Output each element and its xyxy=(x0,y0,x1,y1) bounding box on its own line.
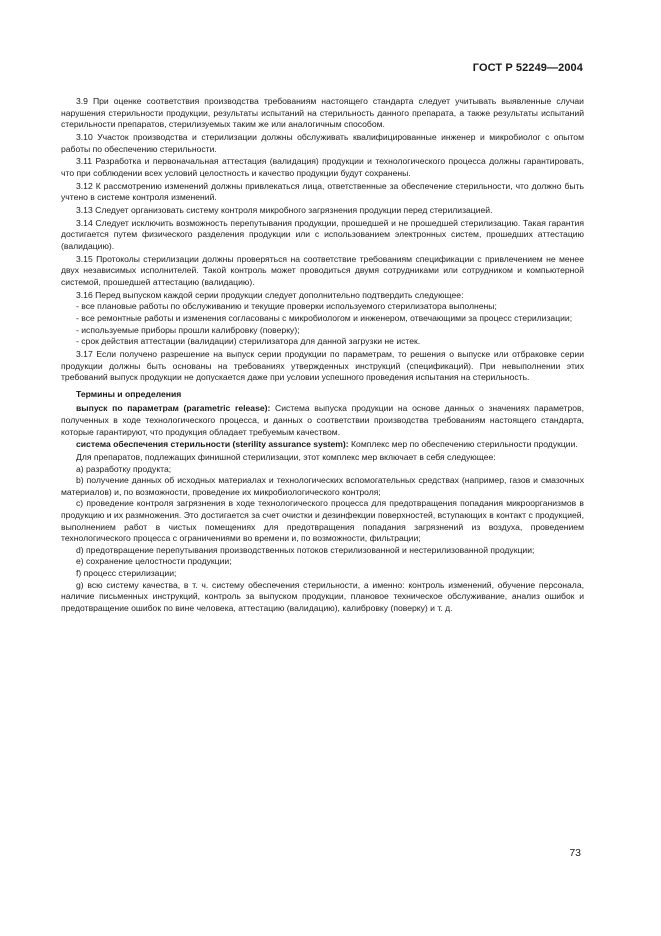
term-definition: Комплекс мер по обеспечению стерильности продукции. xyxy=(348,439,578,450)
clause-3-9: 3.9 При оценке соответствия производства требованиям настоящего стандарта следует учитывать выявленные случаи нарушения стерильности продукции, результаты испытаний на стерильность данного препарата, а также результаты испытаний стерильности препаратов, стерилизуемых таким же или аналогичным способом. xyxy=(61,96,584,130)
terms-list-item: d) предотвращение перепутывания производственных потоков стерилизованной и нестерилизованной продукции; xyxy=(76,544,535,555)
clause-3-15: 3.15 Протоколы стерилизации должны проверяться на соответствие требованиям спецификации с привлечением не менее двух независимых исполнителей. Такой контроль может проводиться двумя сотрудниками или сотрудником и компьютерной системой, прошедшей аттестацию (валидацию). xyxy=(61,253,584,288)
clause-3-16-item: - используемые приборы прошли калибровку (поверку); xyxy=(76,324,300,335)
terms-list-item: a) разработку продукта; xyxy=(76,463,172,474)
clause-3-12: 3.12 К рассмотрению изменений должны привлекаться лица, ответственные за обеспечение стерильности, что должно быть учтено в системе контроля изменений. xyxy=(61,180,584,203)
clause-3-14: 3.14 Следует исключить возможность перепутывания продукции, прошедшей и не прошедшей стерилизацию. Такая гарантия достигается путем физического разделения продукции или с использованием электронных систем, прошедших аттестацию (валидацию). xyxy=(61,217,584,252)
terms-list-item: b) получение данных об исходных материалах и технологических вспомогательных средствах (например, газов и смазочных материалов) и, по возможности, проведение их микробиологического контроля; xyxy=(61,475,584,497)
term-name: выпуск по параметрам (parametric release): xyxy=(76,403,271,414)
clause-3-16: 3.16 Перед выпуском каждой серии продукции следует дополнительно подтвердить следующее: xyxy=(76,289,464,300)
terms-list-item: e) сохранение целостности продукции; xyxy=(76,556,232,567)
clause-3-16-item: - срок действия аттестации (валидации) стерилизатора для данной загрузки не истек. xyxy=(76,336,421,347)
clause-3-16-item: - все ремонтные работы и изменения согласованы с микробиологом и инженером, отвечающими за процесс стерилизации; xyxy=(76,313,573,323)
clause-3-17: 3.17 Если получено разрешение на выпуск серии продукции по параметрам, то решения о выпуске или отбраковке серии продукции должны быть основаны на требованиях утвержденных инструкций (спецификаций). При невыполнении этих требований выпуск продукции не допускается даже при условии успешного проведения испытания на стерильность. xyxy=(61,348,584,383)
term-definition: Система выпуска продукции на основе данных о значениях параметров, полученных в ходе технологического процесса, и данных о соответствии производства требованиям настоящего стандарта, которые гарантируют, что продукция обладает требуемым качеством. xyxy=(61,403,585,437)
clause-3-11: 3.11 Разработка и первоначальная аттестация (валидация) продукции и технологического процесса должны гарантировать, что при соблюдении всех условий целостность и качество продукции будут сохранены. xyxy=(61,156,584,178)
terms-heading: Термины и определения xyxy=(76,388,182,399)
terms-list-item: f) процесс стерилизации; xyxy=(76,568,177,579)
document-body xyxy=(61,96,584,614)
terms-list-item: c) проведение контроля загрязнения в ходе технологического процесса для предотвращения попадания микроорганизмов в продукцию и их размножения. Это достигается за счет очистки и дезинфекции поверхностей, вступающих в контакт с продукцией, выполнением работ в чистых помещениях для предотвращения попадания загрязнений из воздуха, проведением технологического процесса с ограничениями во времени и, по возможности, фильтрации; xyxy=(61,498,584,544)
page-number: 73 xyxy=(569,847,581,859)
clause-3-16-item: - все плановые работы по обслуживанию и текущие проверки используемого стерилизатора выполнены; xyxy=(76,301,497,312)
terms-list-item: g) всю систему качества, в т. ч. систему обеспечения стерильности, а именно: контроль изменений, обучение персонала, наличие письменных инструкций, контроль за выпуском продукции, плановое техническое обслуживание, анализ ошибок и предотвращение ошибок по вине человека, аттестацию (валидацию), калибровку (поверку) и т. д. xyxy=(61,579,584,613)
terms-intro: Для препаратов, подлежащих финишной стерилизации, этот комплекс мер включает в себя следующее: xyxy=(76,452,496,463)
document-id-header: ГОСТ Р 52249—2004 xyxy=(472,62,583,74)
clause-3-10: 3.10 Участок производства и стерилизации должны обслуживать квалифицированные инженер и микробиолог с опытом работы по обеспечению стерильности. xyxy=(61,131,584,154)
term-name: система обеспечения стерильности (sterility assurance system): xyxy=(76,439,349,450)
clause-3-13: 3.13 Следует организовать систему контроля микробного загрязнения продукции перед стерилизацией. xyxy=(76,205,493,216)
term-parametric-release xyxy=(61,403,584,438)
term-sterility-assurance xyxy=(61,439,584,451)
